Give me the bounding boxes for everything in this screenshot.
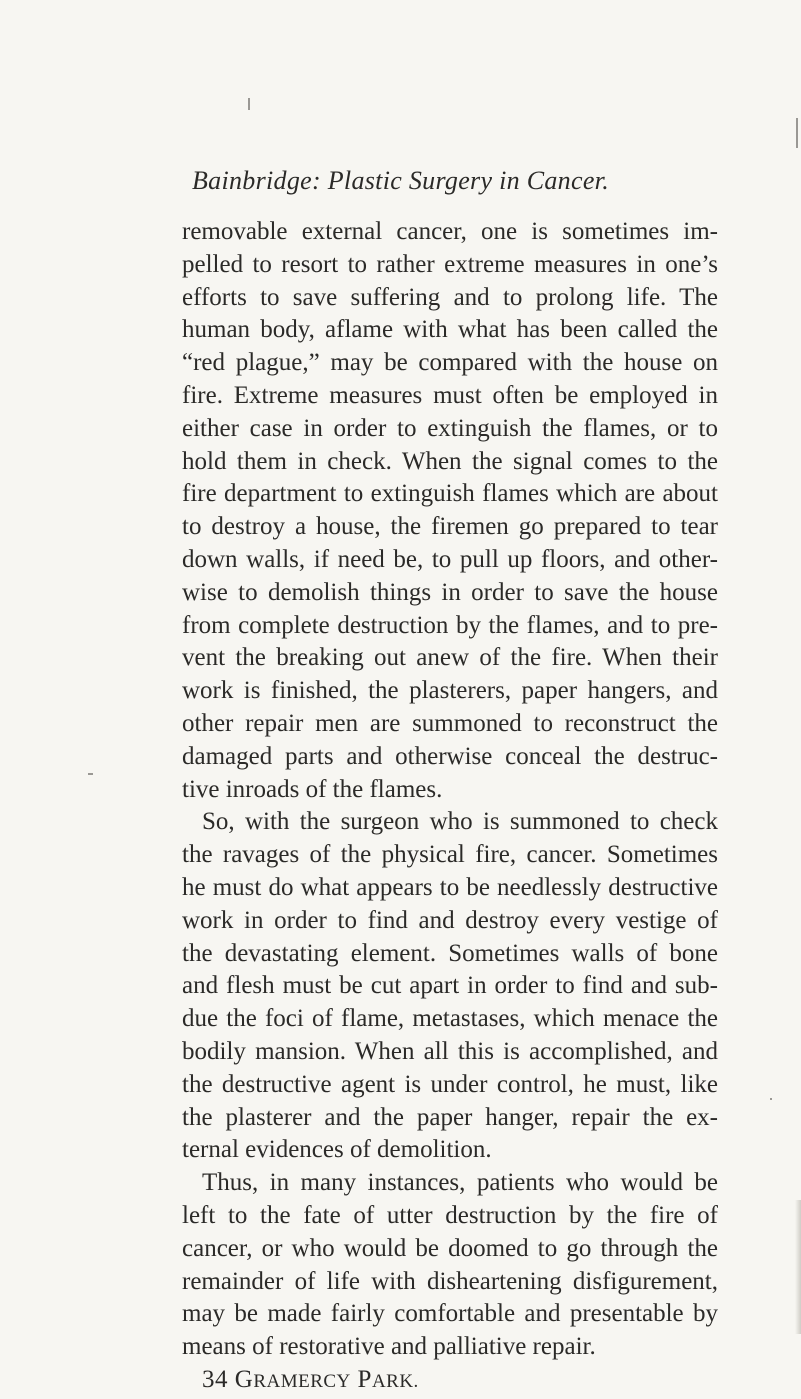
text-line: may be made fairly comfortable and presentable by xyxy=(182,1300,718,1328)
text-line: the plasterer and the paper hanger, repair the ex- xyxy=(182,1103,718,1131)
text-line: tive inroads of the flames. xyxy=(182,775,443,803)
scan-speck xyxy=(770,1098,772,1100)
text-line: left to the fate of utter destruction by the fire of xyxy=(182,1201,718,1229)
paragraph-3 xyxy=(182,1167,718,1364)
text-line: the ravages of the physical fire, cancer. Sometimes xyxy=(182,841,718,869)
text-line: damaged parts and otherwise conceal the destruc- xyxy=(182,742,718,770)
text-line: fire. Extreme measures must often be employed in xyxy=(182,381,718,409)
text-line: down walls, if need be, to pull up floors, and other- xyxy=(182,545,718,573)
address-word-1: GRAMERCY xyxy=(234,1365,351,1393)
text-line: to destroy a house, the firemen go prepared to tear xyxy=(182,513,718,541)
address-number: 34 xyxy=(202,1365,228,1393)
author-address xyxy=(182,1364,718,1397)
address-word-2: PARK. xyxy=(357,1365,419,1393)
text-line: Thus, in many instances, patients who would be xyxy=(202,1169,718,1197)
paragraph-2 xyxy=(182,806,718,1167)
text-line: the destructive agent is under control, he must, like xyxy=(182,1070,718,1098)
text-line: efforts to save suffering and to prolong life. The xyxy=(182,283,718,311)
running-header: Bainbridge: Plastic Surgery in Cancer. xyxy=(192,166,609,195)
body-text xyxy=(182,216,718,1397)
text-line: from complete destruction by the flames, and to pre- xyxy=(182,611,718,639)
text-line: work is finished, the plasterers, paper hangers, and xyxy=(182,677,718,705)
text-line: So, with the surgeon who is summoned to check xyxy=(202,808,718,836)
text-line: bodily mansion. When all this is accomplished, and xyxy=(182,1037,718,1065)
text-line: wise to demolish things in order to save the house xyxy=(182,578,718,606)
text-line: and flesh must be cut apart in order to find and sub- xyxy=(182,972,718,1000)
scan-speck xyxy=(88,773,93,775)
text-line: due the foci of flame, metastases, which menace the xyxy=(182,1005,718,1033)
text-line: either case in order to extinguish the flames, or to xyxy=(182,414,718,442)
text-line: fire department to extinguish flames which are about xyxy=(182,480,718,508)
text-line: he must do what appears to be needlessly destructive xyxy=(182,873,718,901)
scan-speck xyxy=(248,98,250,110)
text-line: means of restorative and palliative repair. xyxy=(182,1333,596,1361)
text-line: vent the breaking out anew of the fire. When their xyxy=(182,644,718,672)
text-line: human body, aflame with what has been called the xyxy=(182,316,718,344)
text-line: pelled to resort to rather extreme measures in one’s xyxy=(182,250,718,278)
text-line: “red plague,” may be compared with the house on xyxy=(182,349,718,377)
text-line: ternal evidences of demolition. xyxy=(182,1136,492,1164)
text-line: the devastating element. Sometimes walls of bone xyxy=(182,939,718,967)
paragraph-1 xyxy=(182,216,718,806)
text-line: other repair men are summoned to reconstruct the xyxy=(182,709,718,737)
text-line: work in order to find and destroy every vestige of xyxy=(182,906,718,934)
text-line: removable external cancer, one is sometimes im- xyxy=(182,218,718,245)
page-edge-shadow xyxy=(795,1200,801,1334)
text-line: cancer, or who would be doomed to go through the xyxy=(182,1234,718,1262)
text-line: hold them in check. When the signal comes to the xyxy=(182,447,718,475)
scan-speck xyxy=(796,118,798,148)
text-line: remainder of life with disheartening disfigurement, xyxy=(182,1267,718,1295)
